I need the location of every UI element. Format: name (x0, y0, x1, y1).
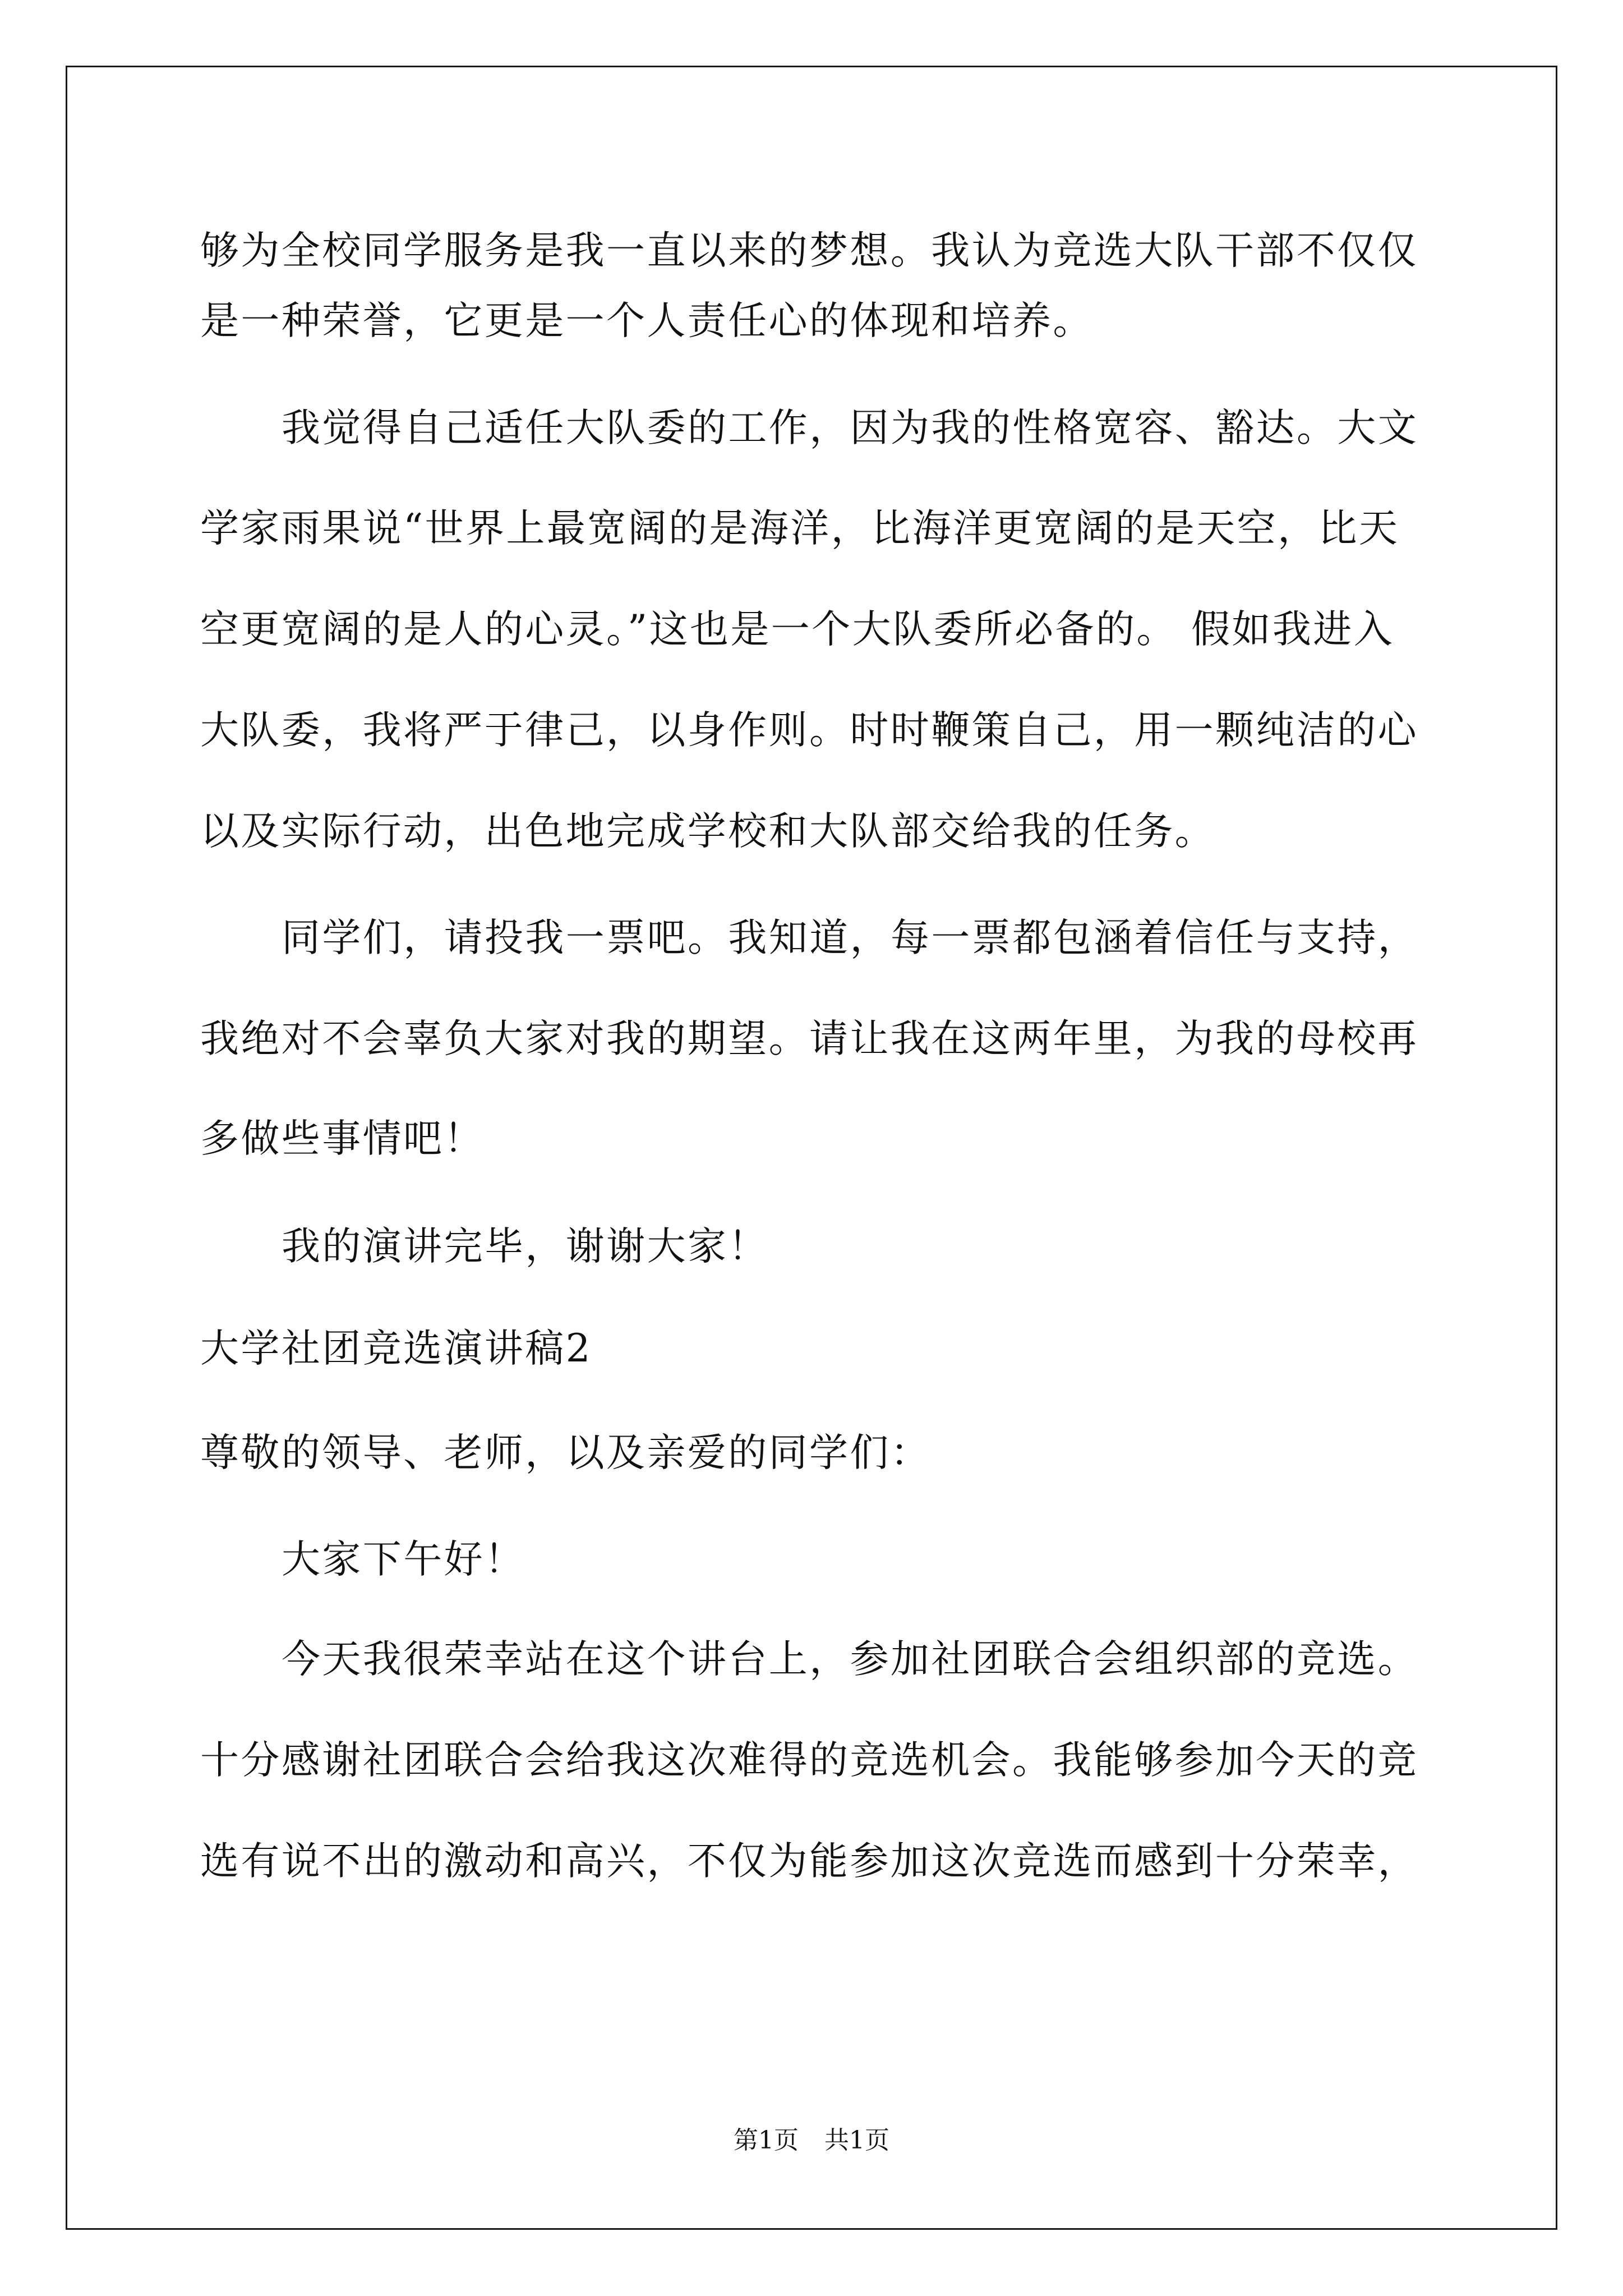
body-line: 以及实际行动，出色地完成学校和大队部交给我的任务。 (200, 809, 1215, 854)
section-heading: 大学社团竞选演讲稿2 (200, 1326, 592, 1371)
page-total: 共1页 (824, 2126, 889, 2155)
body-line: 同学们，请投我一票吧。我知道，每一票都包涵着信任与支持， (282, 915, 1419, 960)
body-line: 够为全校同学服务是我一直以来的梦想。我认为竞选大队干部不仅仅 (200, 228, 1418, 273)
page-number: 第1页 (734, 2126, 799, 2155)
body-line: 我觉得自己适任大队委的工作，因为我的性格宽容、豁达。大文 (282, 406, 1419, 450)
body-line: 学家雨果说“世界上最宽阔的是海洋，比海洋更宽阔的是天空，比天 (200, 506, 1400, 551)
greeting: 大家下午好！ (282, 1537, 525, 1582)
body-line: 今天我很荣幸站在这个讲台上，参加社团联合会组织部的竞选。 (282, 1637, 1419, 1682)
body-line: 十分感谢社团联合会给我这次难得的竞选机会。我能够参加今天的竞 (200, 1738, 1418, 1783)
body-line: 空更宽阔的是人的心灵。”这也是一个大队委所必备的。 假如我进入 (200, 607, 1395, 652)
salutation: 尊敬的领导、老师，以及亲爱的同学们： (200, 1430, 932, 1475)
body-line: 选有说不出的激动和高兴，不仅为能参加这次竞选而感到十分荣幸， (200, 1839, 1418, 1884)
body-line: 多做些事情吧！ (200, 1116, 485, 1161)
page-footer (0, 2128, 1623, 2153)
body-line: 我绝对不会辜负大家对我的期望。请让我在这两年里，为我的母校再 (200, 1016, 1418, 1061)
body-line: 我的演讲完毕，谢谢大家！ (282, 1224, 769, 1269)
body-line: 大队委，我将严于律己，以身作则。时时鞭策自己，用一颗纯洁的心 (200, 708, 1418, 753)
body-line: 是一种荣誉，它更是一个人责任心的体现和培养。 (200, 298, 1094, 343)
